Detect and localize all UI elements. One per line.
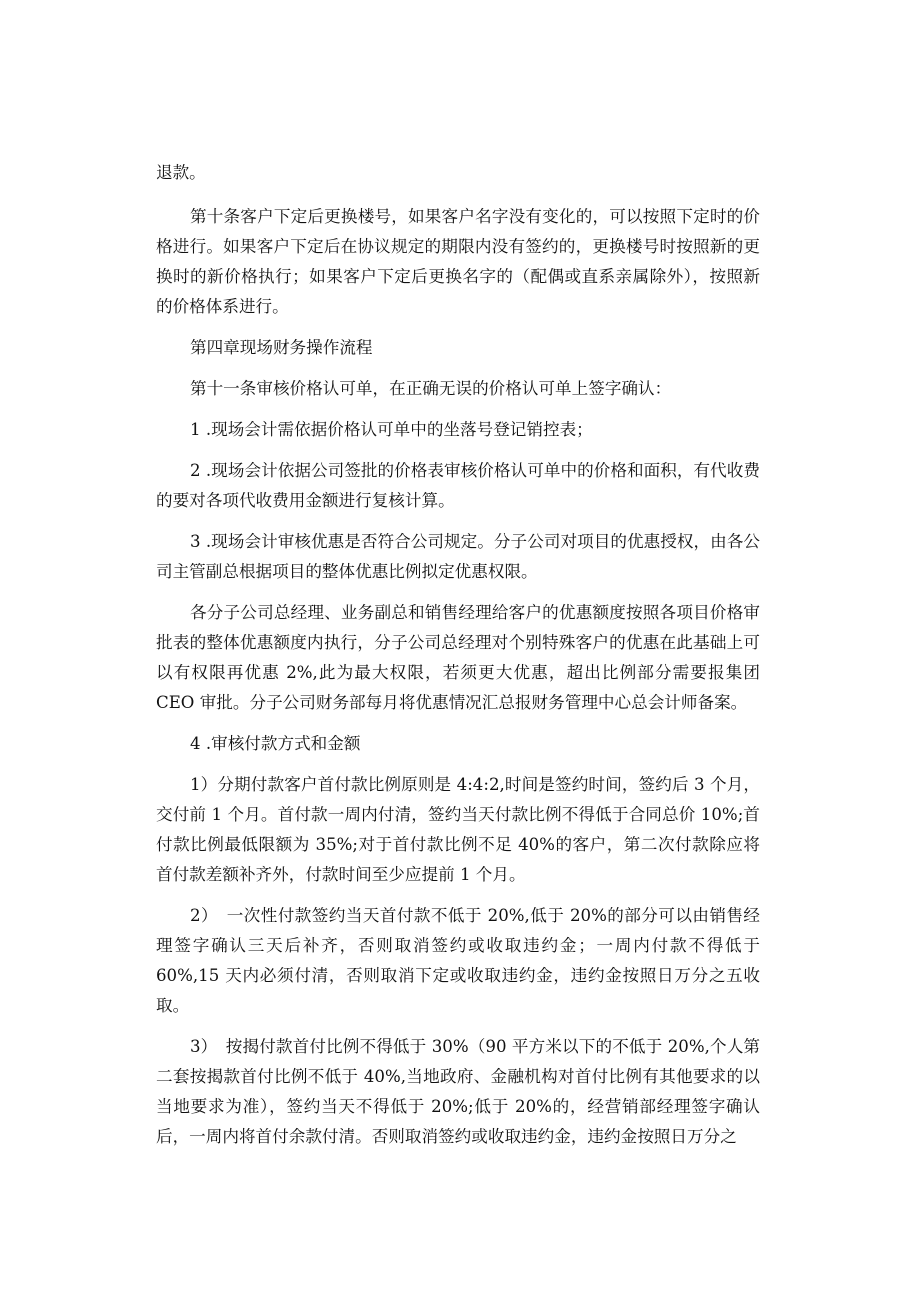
subitem-full-payment: 2） 一次性付款签约当天首付款不低于 20%,低于 20%的部分可以由销售经理签字确认三天后补齐，否则取消签约或收取违约金；一周内付款不得低于 60%,15 天内必须付清，否则取消下定或收取违约金，违约金按照日万分之五收取。 — [156, 906, 760, 1015]
list-item-4: 4 .审核付款方式和金额 — [190, 734, 361, 753]
subitem-installment-payment: 1）分期付款客户首付款比例原则是 4:4:2,时间是签约时间，签约后 3 个月，交付前 1 个月。首付款一周内付清，签约当天付款比例不得低于合同总价 10%;首付款比例最低限额为 35%;对于首付款比例不足 40%的客户，第二次付款除应将首付款差额补齐外，付款时间至少应提前 1 个月。 — [156, 775, 760, 884]
chapter-heading-4: 第四章现场财务操作流程 — [190, 338, 373, 357]
list-item-3: 3 .现场会计审核优惠是否符合公司规定。分子公司对项目的优惠授权，由各公司主管副总根据项目的整体优惠比例拟定优惠权限。 — [156, 532, 760, 581]
subitem-mortgage-payment: 3） 按揭付款首付比例不得低于 30%（90 平方米以下的不低于 20%,个人第二套按揭款首付比例不低于 40%,当地政府、金融机构对首付比例有其他要求的以当地要求为准），签约当天不得低于 20%;低于 20%的，经营销部经理签字确认后，一周内将首付余款付清。否则取消签约或收取违约金，违约金按照日万分之 — [156, 1037, 760, 1146]
document-page — [156, 158, 760, 1163]
list-item-1: 1 .现场会计需依据价格认可单中的坐落号登记销控表； — [190, 420, 593, 439]
paragraph-article-11: 第十一条审核价格认可单，在正确无误的价格认可单上签字确认： — [190, 379, 672, 398]
paragraph-discount-authority: 各分子公司总经理、业务副总和销售经理给客户的优惠额度按照各项目价格审批表的整体优惠额度内执行，分子公司总经理对个别特殊客户的优惠在此基础上可以有权限再优惠 2%,此为最大权限，若须更大优惠，超出比例部分需要报集团 CEO 审批。分子公司财务部每月将优惠情况汇总报财务管理中心总会计师备案。 — [156, 603, 760, 712]
list-item-2: 2 .现场会计依据公司签批的价格表审核价格认可单中的价格和面积，有代收费的要对各项代收费用金额进行复核计算。 — [156, 461, 760, 510]
paragraph-refund-continuation: 退款。 — [156, 163, 206, 182]
paragraph-article-10: 第十条客户下定后更换楼号，如果客户名字没有变化的，可以按照下定时的价格进行。如果客户下定后在协议规定的期限内没有签约的，更换楼号时按照新的更换时的新价格执行；如果客户下定后更换名字的（配偶或直系亲属除外），按照新的价格体系进行。 — [156, 207, 760, 316]
